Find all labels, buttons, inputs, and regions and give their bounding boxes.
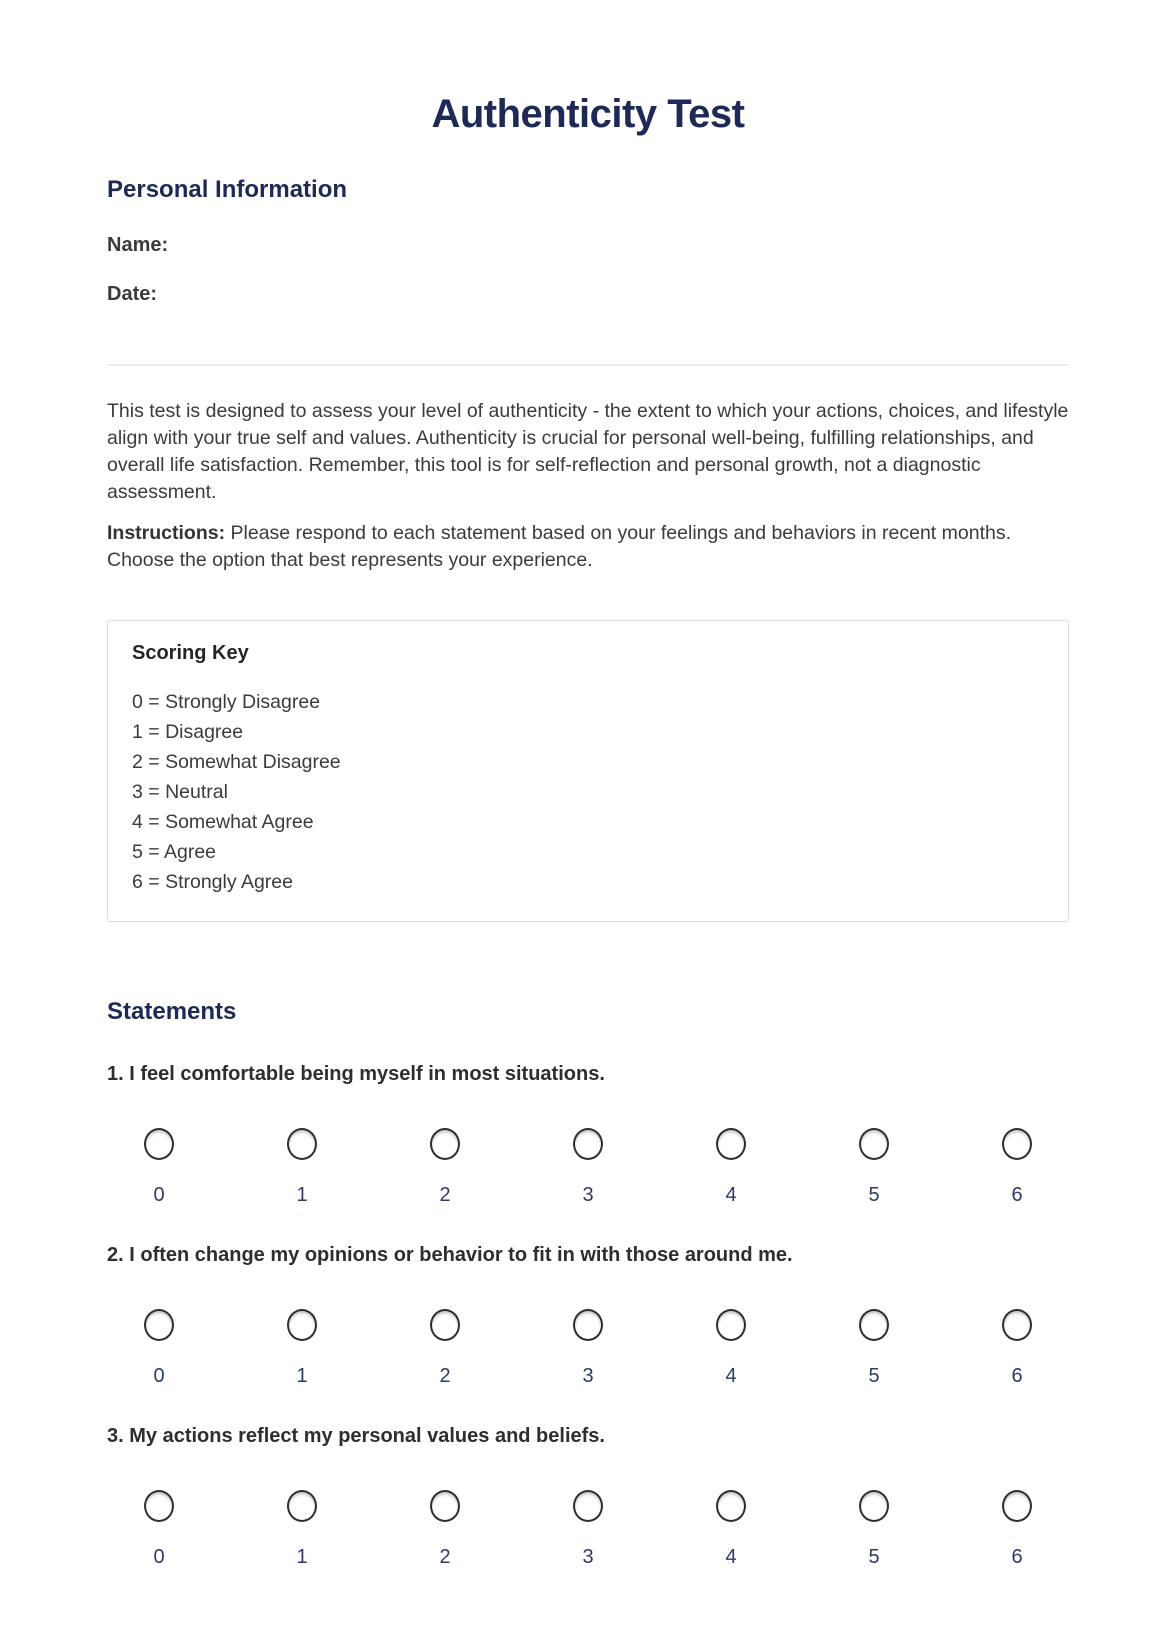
date-input[interactable] [167, 277, 1069, 300]
statement-2-scale [107, 1309, 1069, 1388]
statement-1-radio-1[interactable] [287, 1128, 317, 1160]
scoring-key-item: 4 = Somewhat Agree [132, 811, 314, 833]
scale-label: 2 [439, 1546, 451, 1568]
statement-1-text: 1. I feel comfortable being myself in most situations. [107, 1063, 605, 1085]
likert-column [423, 1309, 467, 1388]
page-title: Authenticity Test [431, 92, 745, 136]
likert-column [423, 1490, 467, 1569]
scoring-key-list [132, 687, 1044, 897]
scale-label: 3 [582, 1184, 594, 1206]
scale-label: 4 [725, 1365, 737, 1387]
statement-3-radio-6[interactable] [1002, 1490, 1032, 1522]
instructions-paragraph [107, 520, 1069, 574]
scale-label: 5 [868, 1546, 880, 1568]
likert-column [709, 1490, 753, 1569]
statement-3-radio-0[interactable] [144, 1490, 174, 1522]
likert-column [852, 1490, 896, 1569]
statement-3-radio-4[interactable] [716, 1490, 746, 1522]
scoring-key-item: 0 = Strongly Disagree [132, 691, 321, 713]
scoring-key-box [107, 620, 1069, 922]
name-field-row [107, 228, 1069, 257]
intro-paragraph: This test is designed to assess your level of authenticity - the extent to which your actions, choices, and lifestyle align with your true self and values. Authenticity is crucial for personal well-being, fulfilling relationships, and overall life satisfaction. Remember, this tool is for self-reflection and personal growth, not a diagnostic assessment. [107, 400, 1069, 503]
statement-3-text: 3. My actions reflect my personal values and beliefs. [107, 1425, 605, 1447]
scale-label: 6 [1011, 1365, 1023, 1387]
scoring-key-heading: Scoring Key [132, 642, 249, 664]
statement-3-radio-1[interactable] [287, 1490, 317, 1522]
scoring-key-item: 6 = Strongly Agree [132, 871, 293, 893]
likert-column [423, 1128, 467, 1207]
scale-label: 1 [296, 1184, 308, 1206]
statement-2-radio-0[interactable] [144, 1309, 174, 1341]
statement-2-text: 2. I often change my opinions or behavior to fit in with those around me. [107, 1244, 793, 1266]
instructions-label: Instructions: [107, 522, 226, 544]
statement-2-radio-5[interactable] [859, 1309, 889, 1341]
date-field-row [107, 277, 1069, 306]
statement-3-scale [107, 1490, 1069, 1569]
scoring-key-item: 1 = Disagree [132, 721, 244, 743]
scoring-key-item: 2 = Somewhat Disagree [132, 751, 341, 773]
scale-label: 6 [1011, 1184, 1023, 1206]
statement-1-radio-0[interactable] [144, 1128, 174, 1160]
likert-column [852, 1128, 896, 1207]
instructions-text: Please respond to each statement based on your feelings and behaviors in recent months. Choose the option that best represents your experience. [107, 522, 1011, 571]
scale-label: 0 [153, 1365, 165, 1387]
scale-label: 0 [153, 1184, 165, 1206]
scale-label: 4 [725, 1546, 737, 1568]
statement-3-radio-5[interactable] [859, 1490, 889, 1522]
section-divider [107, 364, 1069, 366]
likert-column [995, 1128, 1039, 1207]
scoring-key-item: 3 = Neutral [132, 781, 228, 803]
likert-column [995, 1309, 1039, 1388]
likert-column [280, 1128, 324, 1207]
name-input[interactable] [178, 228, 1069, 251]
scale-label: 2 [439, 1184, 451, 1206]
likert-column [852, 1309, 896, 1388]
statement-1-radio-6[interactable] [1002, 1128, 1032, 1160]
likert-column [566, 1128, 610, 1207]
scale-label: 0 [153, 1546, 165, 1568]
statement-2-radio-2[interactable] [430, 1309, 460, 1341]
scale-label: 1 [296, 1546, 308, 1568]
likert-column [709, 1309, 753, 1388]
statement-1-radio-4[interactable] [716, 1128, 746, 1160]
scale-label: 2 [439, 1365, 451, 1387]
likert-column [709, 1128, 753, 1207]
scale-label: 3 [582, 1546, 594, 1568]
statement-2-radio-1[interactable] [287, 1309, 317, 1341]
scale-label: 6 [1011, 1546, 1023, 1568]
likert-column [137, 1490, 181, 1569]
scale-label: 3 [582, 1365, 594, 1387]
statement-3-radio-3[interactable] [573, 1490, 603, 1522]
scoring-key-item: 5 = Agree [132, 841, 217, 863]
statement-1-radio-3[interactable] [573, 1128, 603, 1160]
statement-1-radio-2[interactable] [430, 1128, 460, 1160]
scale-label: 5 [868, 1184, 880, 1206]
scale-label: 4 [725, 1184, 737, 1206]
personal-information-heading: Personal Information [107, 176, 348, 203]
scale-label: 5 [868, 1365, 880, 1387]
name-label: Name: [107, 234, 169, 256]
likert-column [566, 1490, 610, 1569]
statements-heading: Statements [107, 998, 237, 1025]
statement-1-scale [107, 1128, 1069, 1207]
likert-column [137, 1309, 181, 1388]
statement-3-radio-2[interactable] [430, 1490, 460, 1522]
likert-column [280, 1309, 324, 1388]
statement-2-radio-6[interactable] [1002, 1309, 1032, 1341]
likert-column [566, 1309, 610, 1388]
date-label: Date: [107, 283, 158, 305]
statement-2-radio-3[interactable] [573, 1309, 603, 1341]
likert-column [995, 1490, 1039, 1569]
likert-column [280, 1490, 324, 1569]
likert-column [137, 1128, 181, 1207]
statement-1-radio-5[interactable] [859, 1128, 889, 1160]
statement-2-radio-4[interactable] [716, 1309, 746, 1341]
scale-label: 1 [296, 1365, 308, 1387]
